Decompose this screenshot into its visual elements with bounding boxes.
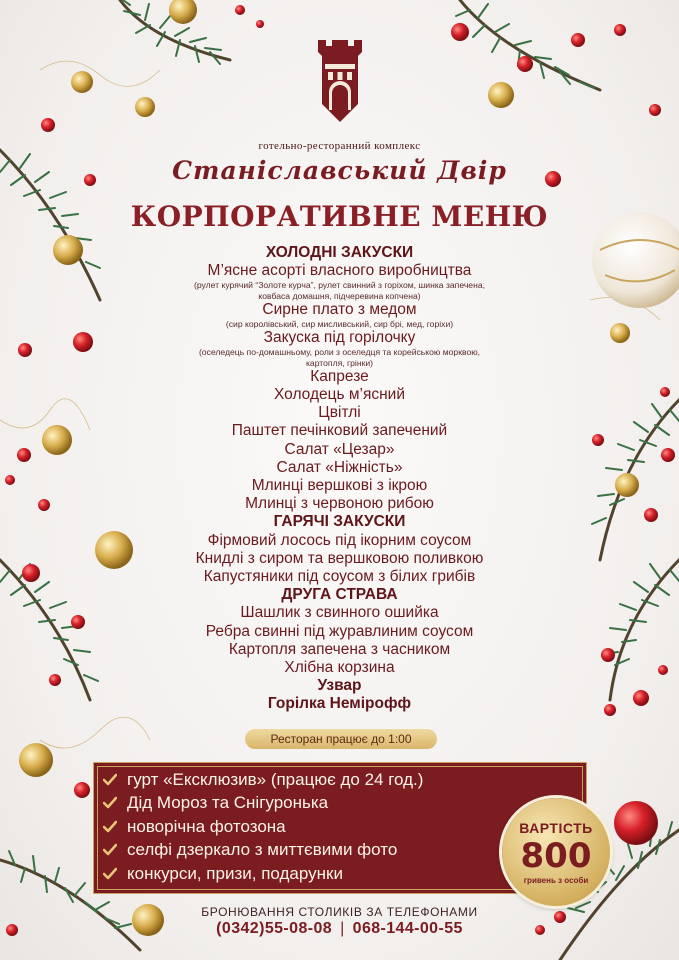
menu-list xyxy=(100,244,579,714)
phone-number-2[interactable]: 068-144-00-55 xyxy=(352,920,463,937)
menu-item: Капрезе xyxy=(310,367,369,385)
checkmark-icon xyxy=(103,820,117,834)
menu-item: Картопля запечена з часником xyxy=(228,640,451,658)
menu-item-note: картопля, грінки) xyxy=(305,357,374,368)
feature-item xyxy=(103,839,503,863)
booking-label: БРОНЮВАННЯ СТОЛИКІВ ЗА ТЕЛЕФОНАМИ xyxy=(201,905,478,919)
feature-item xyxy=(103,862,503,886)
price-value: 800 xyxy=(520,836,592,876)
checkmark-icon xyxy=(103,796,117,810)
feature-text: Дід Мороз та Снігуронька xyxy=(127,793,329,813)
checkmark-icon xyxy=(103,867,117,881)
price-unit: гривень з особи xyxy=(523,876,589,885)
price-badge xyxy=(502,798,610,906)
menu-title: КОРПОРАТИВНЕ МЕНЮ xyxy=(130,200,549,233)
opening-hours-badge: Ресторан працює до 1:00 xyxy=(245,729,437,749)
menu-item: Фірмовий лосось під ікорним соусом xyxy=(207,531,472,549)
phone-number-1[interactable]: (0342)55-08-08 xyxy=(216,920,333,937)
menu-item: Салат «Ніжність» xyxy=(276,458,403,476)
menu-item: М’ясне асорті власного виробництва xyxy=(207,262,472,280)
feature-text: конкурси, призи, подарунки xyxy=(127,863,343,883)
feature-item xyxy=(103,792,503,816)
checkmark-icon xyxy=(103,773,117,787)
company-subtitle: готельно-ресторанний комплекс xyxy=(258,140,421,152)
menu-item: Цвітлі xyxy=(318,404,361,422)
menu-item: Хлібна корзина xyxy=(284,659,395,677)
menu-item: Закуска під горілочку xyxy=(263,329,416,347)
menu-heading: Горілка Немірофф xyxy=(267,695,412,713)
price-label: ВАРТІСТЬ xyxy=(519,820,593,836)
menu-item: Холодець м’ясний xyxy=(274,386,405,404)
checkmark-icon xyxy=(103,843,117,857)
menu-heading: ДРУГА СТРАВА xyxy=(281,586,398,604)
menu-item: Ребра свинні під журавлиним соусом xyxy=(205,622,474,640)
menu-item: Паштет печінковий запечений xyxy=(231,422,448,440)
phone-separator: | xyxy=(340,920,345,937)
brand-name: Станіславський Двір xyxy=(172,156,507,185)
menu-item: Сирне плато з медом xyxy=(262,300,417,318)
menu-item: Салат «Цезар» xyxy=(284,440,395,458)
menu-heading: Узвар xyxy=(317,677,362,695)
menu-item-note: (сир королівський, сир мисливський, сир брі, мед, горіхи) xyxy=(225,319,454,330)
menu-item-note: ковбаса домашня, підчеревина копчена) xyxy=(258,290,421,301)
menu-item: Шашлик з свинного ошийка xyxy=(240,604,439,622)
menu-heading: ГАРЯЧІ ЗАКУСКИ xyxy=(273,513,406,531)
menu-heading: ХОЛОДНІ ЗАКУСКИ xyxy=(265,244,414,261)
feature-text: гурт «Ексклюзив» (працює до 24 год.) xyxy=(127,769,424,789)
castle-gate-icon xyxy=(314,28,366,132)
feature-text: селфі дзеркало з миттєвими фото xyxy=(127,840,398,860)
phone-numbers xyxy=(0,920,679,938)
menu-item-note: (рулет курячий “Золоте курча”, рулет свинний з горіхом, шинка запечена, xyxy=(194,280,485,291)
feature-item xyxy=(103,768,503,792)
menu-item: Млинці вершкові з ікрою xyxy=(251,477,428,495)
menu-item-note: (оселедець по-домашньому, роли з оселедця та корейською морквою, xyxy=(198,347,481,358)
feature-item xyxy=(103,815,503,839)
menu-item: Книдлі з сиром та вершковою поливкою xyxy=(195,549,484,567)
menu-item: Млинці з червоною рибою xyxy=(245,495,434,513)
feature-text: новорічна фотозона xyxy=(127,816,286,836)
menu-item: Капустяники під соусом з білих грибів xyxy=(203,568,476,586)
features-list xyxy=(103,768,503,886)
